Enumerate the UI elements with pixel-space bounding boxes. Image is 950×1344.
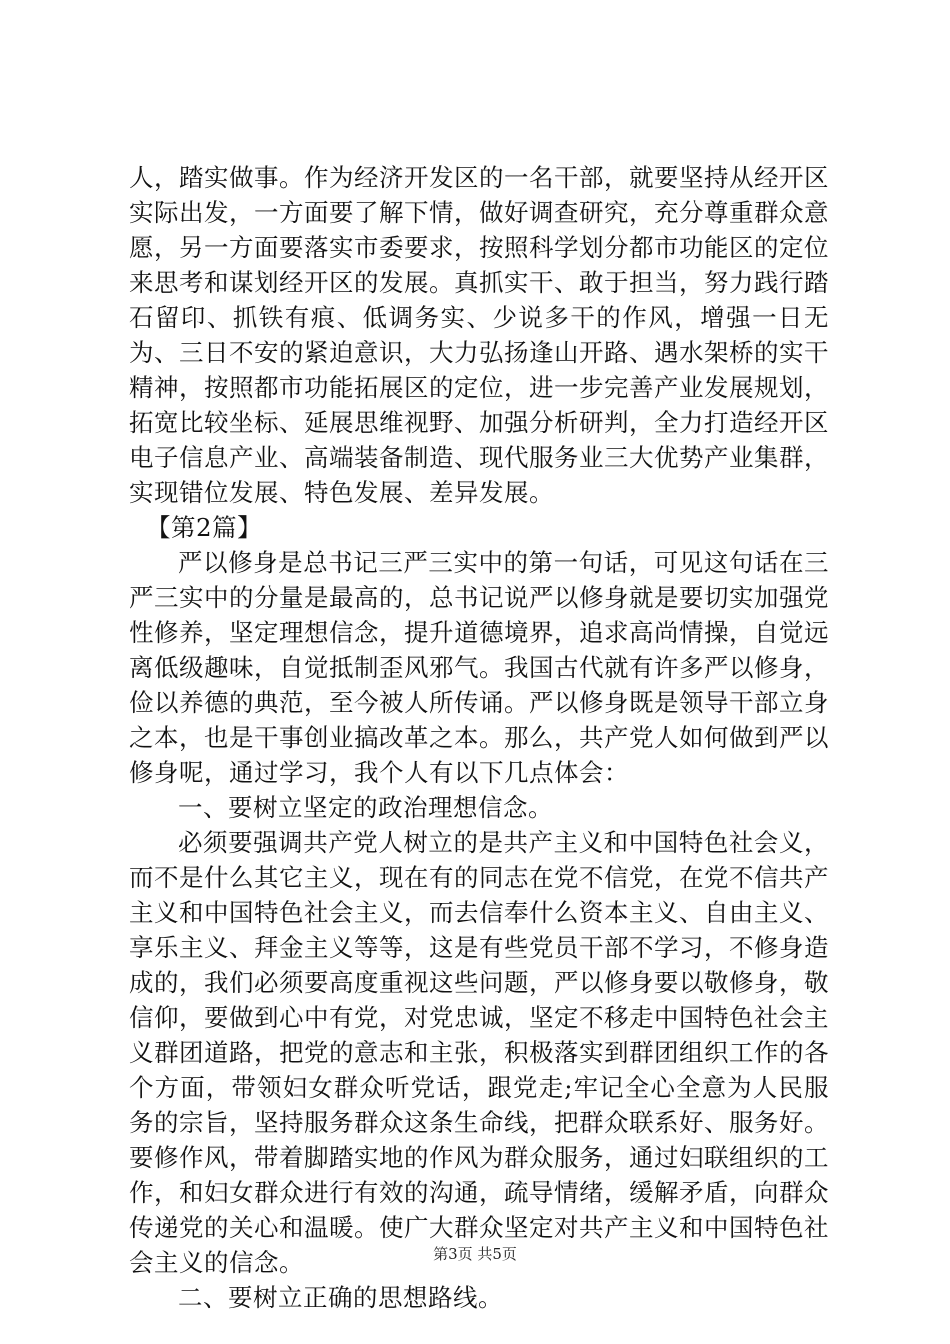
page-number-footer: 第3页 共5页 xyxy=(433,1245,517,1263)
paragraph-continuation: 人，踏实做事。作为经济开发区的一名干部，就要坚持从经开区实际出发，一方面要了解下情，做好调查研究，充分尊重群众意愿，另一方面要落实市委要求，按照科学划分都市功能区的定位来思考和谋划经开区的发展。真抓实干、敢于担当，努力践行踏石留印、抓铁有痕、低调务实、少说多干的作风，增强一日无为、三日不安的紧迫意识，大力弘扬逢山开路、遇水架桥的实干精神，按照都市功能拓展区的定位，进一步完善产业发展规划，拓宽比较坐标、延展思维视野、加强分析研判，全力打造经开区电子信息产业、高端装备制造、现代服务业三大优势产业集群，实现错位发展、特色发展、差异发展。 xyxy=(129,163,829,507)
subheading-point-2: 二、要树立正确的思想路线。 xyxy=(178,1283,503,1312)
subheading-point-1: 一、要树立坚定的政治理想信念。 xyxy=(178,793,553,822)
document-body xyxy=(129,160,829,1315)
section-heading-part-2: 【第2篇】 xyxy=(146,513,263,542)
paragraph-point-1-body: 必须要强调共产党人树立的是共产主义和中国特色社会义，而不是什么其它主义，现在有的同志在党不信党，在党不信共产主义和中国特色社会主义，而去信奉什么资本主义、自由主义、享乐主义、拜金主义等等，这是有些党员干部不学习，不修身造成的，我们必须要高度重视这些问题，严以修身要以敬修身，敬信仰，要做到心中有党，对党忠诚，坚定不移走中国特色社会主义群团道路，把党的意志和主张，积极落实到群团组织工作的各个方面，带领妇女群众听党话，跟党走;牢记全心全意为人民服务的宗旨，坚持服务群众这条生命线，把群众联系好、服务好。要修作风，带着脚踏实地的作风为群众服务，通过妇联组织的工作，和妇女群众进行有效的沟通，疏导情绪，缓解矛盾，向群众传递党的关心和温暖。使广大群众坚定对共产主义和中国特色社会主义的信念。 xyxy=(129,828,829,1277)
paragraph-intro: 严以修身是总书记三严三实中的第一句话，可见这句话在三严三实中的分量是最高的，总书记说严以修身就是要切实加强党性修养，坚定理想信念，提升道德境界，追求高尚情操，自觉远离低级趣味，自觉抵制歪风邪气。我国古代就有许多严以修身，俭以养德的典范，至今被人所传诵。严以修身既是领导干部立身之本，也是干事创业搞改革之本。那么，共产党人如何做到严以修身呢，通过学习，我个人有以下几点体会： xyxy=(129,548,829,787)
